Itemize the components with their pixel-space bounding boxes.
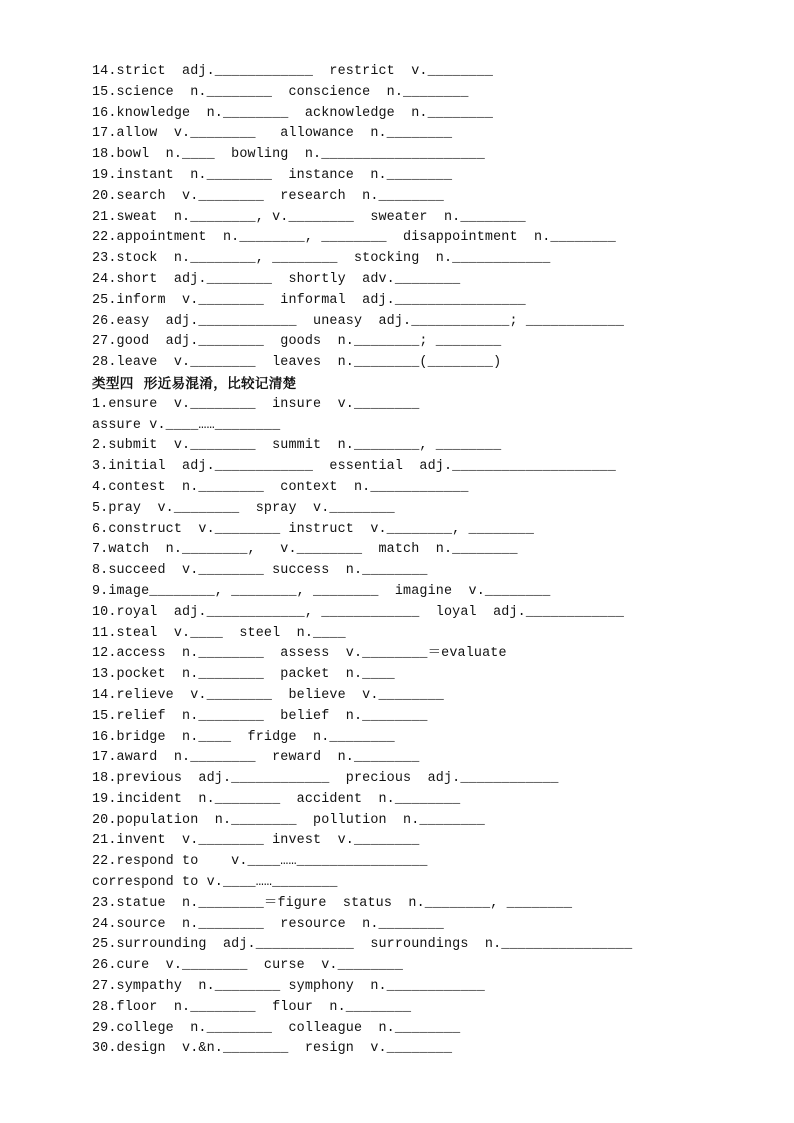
exercise-line: 7.watch n.________, v.________ match n.________ bbox=[92, 542, 518, 558]
exercise-line: 10.royal adj.____________, ____________ loyal adj.____________ bbox=[92, 604, 625, 620]
exercise-line: 26.easy adj.____________ uneasy adj.____________; ____________ bbox=[92, 313, 625, 329]
exercise-line: 2.submit v.________ summit n.________, ________ bbox=[92, 438, 502, 454]
exercise-line: 13.pocket n.________ packet n.____ bbox=[92, 667, 395, 683]
exercise-line: 15.relief n.________ belief n.________ bbox=[92, 708, 428, 724]
worksheet-page bbox=[92, 62, 732, 1060]
exercise-line: 28.leave v.________ leaves n.________(________) bbox=[92, 355, 502, 371]
exercise-line: 14.strict adj.____________ restrict v.________ bbox=[92, 64, 494, 79]
exercise-line: 22.appointment n.________, ________ disappointment n.________ bbox=[92, 230, 616, 246]
exercise-line: 20.search v.________ research n.________ bbox=[92, 188, 444, 204]
exercise-line: 9.image________, ________, ________ imagine v.________ bbox=[92, 583, 551, 599]
exercise-line: 6.construct v.________ instruct v.________, ________ bbox=[92, 521, 535, 537]
exercise-line: 19.instant n.________ instance n.________ bbox=[92, 167, 453, 183]
exercise-line: 1.ensure v.________ insure v.________ bbox=[92, 396, 420, 412]
exercise-line: 11.steal v.____ steel n.____ bbox=[92, 625, 346, 641]
exercise-line: 23.statue n.________＝figure status n.________, ________ bbox=[92, 895, 573, 911]
exercise-line: 17.allow v.________ allowance n.________ bbox=[92, 126, 453, 142]
exercise-line: 25.inform v.________ informal adj.________________ bbox=[92, 292, 526, 308]
exercise-line: 24.source n.________ resource n.________ bbox=[92, 916, 444, 932]
exercise-line: 19.incident n.________ accident n.________ bbox=[92, 791, 461, 807]
exercise-line: 29.college n.________ colleague n.________ bbox=[92, 1020, 461, 1036]
section-heading: 类型四 形近易混淆，比较记清楚 bbox=[92, 375, 297, 392]
exercise-line: 20.population n.________ pollution n.________ bbox=[92, 812, 485, 828]
exercise-line: assure v.____……________ bbox=[92, 417, 281, 433]
exercise-line: 21.invent v.________ invest v.________ bbox=[92, 833, 420, 849]
exercise-line: 30.design v.&n.________ resign v.________ bbox=[92, 1041, 453, 1057]
exercise-line: 25.surrounding adj.____________ surroundings n.________________ bbox=[92, 937, 633, 953]
exercise-line: 28.floor n.________ flour n.________ bbox=[92, 999, 412, 1015]
exercise-line: 17.award n.________ reward n.________ bbox=[92, 750, 420, 766]
exercise-line: 15.science n.________ conscience n.________ bbox=[92, 84, 469, 100]
exercise-line: 3.initial adj.____________ essential adj.____________________ bbox=[92, 459, 616, 475]
exercise-line: 18.previous adj.____________ precious adj.____________ bbox=[92, 771, 559, 787]
exercise-line: 21.sweat n.________, v.________ sweater n.________ bbox=[92, 209, 526, 225]
exercise-line: 26.cure v.________ curse v.________ bbox=[92, 958, 404, 974]
exercise-line: 22.respond to v.____……________________ bbox=[92, 854, 428, 870]
exercise-line: 5.pray v.________ spray v.________ bbox=[92, 500, 395, 516]
exercise-line: 23.stock n.________, ________ stocking n.____________ bbox=[92, 251, 551, 267]
exercise-line: 16.bridge n.____ fridge n.________ bbox=[92, 729, 395, 745]
exercise-line: 16.knowledge n.________ acknowledge n.________ bbox=[92, 105, 494, 121]
exercise-line: 27.sympathy n.________ symphony n.____________ bbox=[92, 979, 485, 995]
exercise-line: 27.good adj.________ goods n.________; ________ bbox=[92, 334, 502, 350]
exercise-line: 12.access n.________ assess v.________＝evaluate bbox=[92, 646, 507, 662]
exercise-line: correspond to v.____……________ bbox=[92, 875, 338, 891]
exercise-line: 14.relieve v.________ believe v.________ bbox=[92, 687, 444, 703]
exercise-line: 4.contest n.________ context n.____________ bbox=[92, 479, 469, 495]
exercise-line: 18.bowl n.____ bowling n.____________________ bbox=[92, 147, 485, 163]
exercise-line: 8.succeed v.________ success n.________ bbox=[92, 563, 428, 579]
exercise-line: 24.short adj.________ shortly adv.________ bbox=[92, 271, 461, 287]
